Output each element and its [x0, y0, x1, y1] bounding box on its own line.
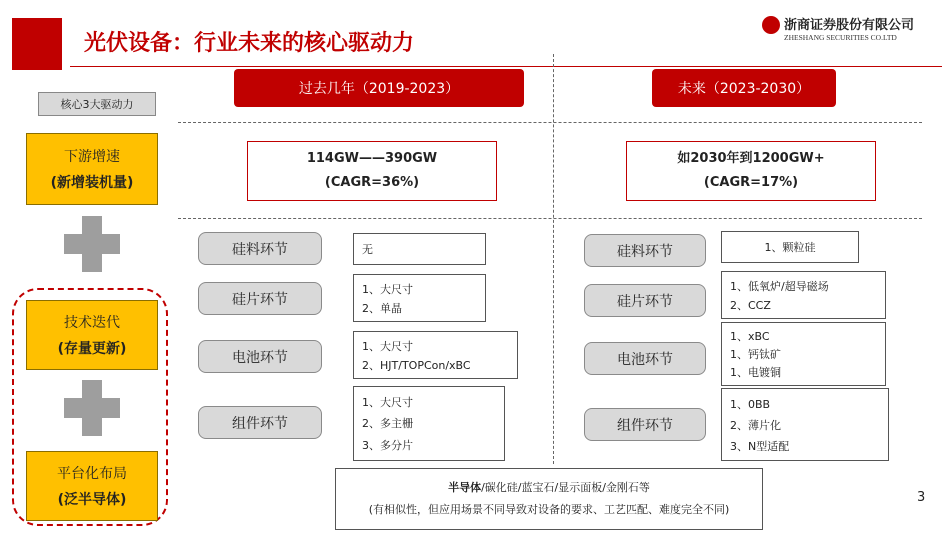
driver-title: 平台化布局	[57, 466, 127, 482]
past-note-polysilicon	[353, 233, 486, 265]
logo-name-cn: 浙商证券股份有限公司	[784, 18, 915, 33]
stage-polysilicon: 硅料环节	[198, 232, 322, 265]
page-title: 光伏设备：行业未来的核心驱动力	[84, 31, 415, 56]
stage-cell: 电池环节	[584, 342, 706, 375]
note-item: 3、多分片	[362, 439, 413, 453]
note-item: 2、CCZ	[730, 298, 771, 312]
growth-range: 114GW——390GW	[306, 151, 438, 166]
note-item: 1、大尺寸	[362, 282, 413, 296]
platform-note-box	[335, 468, 763, 530]
stage-polysilicon: 硅料环节	[584, 234, 706, 267]
note-item: 2、多主栅	[362, 417, 413, 431]
driver-title: 技术迭代	[64, 315, 120, 331]
note-item: 1、大尺寸	[362, 395, 413, 409]
note-item: 1、xBC	[730, 330, 770, 343]
stage-module: 组件环节	[584, 408, 706, 441]
driver-downstream-growth	[26, 133, 158, 205]
column-divider	[553, 54, 554, 464]
platform-note-line1	[448, 477, 650, 499]
note-item: 1、钙钛矿	[730, 348, 781, 361]
logo-name-en: ZHESHANG SECURITIES CO.LTD	[784, 33, 897, 42]
driver-tech-iteration	[26, 300, 158, 370]
past-growth-box	[247, 141, 497, 201]
note-item: 1、0BB	[730, 397, 771, 411]
driver-platform-layout	[26, 451, 158, 521]
period-future-header: 未来（2023-2030）	[652, 69, 836, 107]
growth-range: 如2030年到1200GW+	[677, 151, 825, 166]
driver-subtitle: (泛半导体)	[57, 492, 127, 508]
header-red-block	[12, 18, 62, 70]
future-note-module	[721, 388, 889, 461]
future-note-wafer	[721, 271, 886, 319]
stage-wafer: 硅片环节	[584, 284, 706, 317]
plus-icon	[64, 216, 120, 272]
future-growth-box	[626, 141, 876, 201]
driver-subtitle: (存量更新)	[57, 341, 127, 357]
growth-cagr: (CAGR=17%)	[703, 175, 799, 190]
note-item: 2、薄片化	[730, 418, 781, 432]
note-item: 1、大尺寸	[362, 339, 413, 353]
driver-title: 下游增速	[64, 149, 120, 165]
note-item: 1、电镀铜	[730, 366, 781, 379]
growth-cagr: (CAGR=36%)	[324, 175, 420, 190]
stage-module: 组件环节	[198, 406, 322, 439]
platform-note-rest: /碳化硅/蓝宝石/显示面板/金刚石等	[481, 481, 650, 494]
note-item: 3、N型适配	[730, 439, 790, 453]
past-note-cell	[353, 331, 518, 379]
note-item: 1、低氧炉/超导磁场	[730, 279, 829, 293]
stage-wafer: 硅片环节	[198, 282, 322, 315]
driver-subtitle: (新增装机量)	[50, 175, 134, 191]
future-note-polysilicon	[721, 231, 859, 263]
company-logo	[762, 14, 942, 50]
page-number: 3	[917, 490, 926, 505]
note-item: 无	[362, 243, 373, 256]
note-item: 2、单晶	[362, 301, 402, 315]
note-item: 1、颗粒硅	[764, 241, 816, 254]
future-note-cell	[721, 322, 886, 386]
platform-note-bold: 半导体	[448, 481, 482, 494]
plus-icon	[64, 380, 120, 436]
past-note-module	[353, 386, 505, 461]
note-item: 2、HJT/TOPCon/xBC	[362, 358, 471, 372]
platform-note-line2: (有相似性，但应用场景不同导致对设备的要求、工艺匹配、难度完全不同)	[368, 503, 730, 516]
logo-mark-icon	[762, 16, 780, 34]
past-note-wafer	[353, 274, 486, 322]
title-underline	[70, 66, 942, 67]
row-divider	[178, 122, 922, 123]
row-divider	[178, 218, 922, 219]
period-past-header: 过去几年（2019-2023）	[234, 69, 524, 107]
stage-cell: 电池环节	[198, 340, 322, 373]
drivers-label: 核心3大驱动力	[38, 92, 156, 116]
